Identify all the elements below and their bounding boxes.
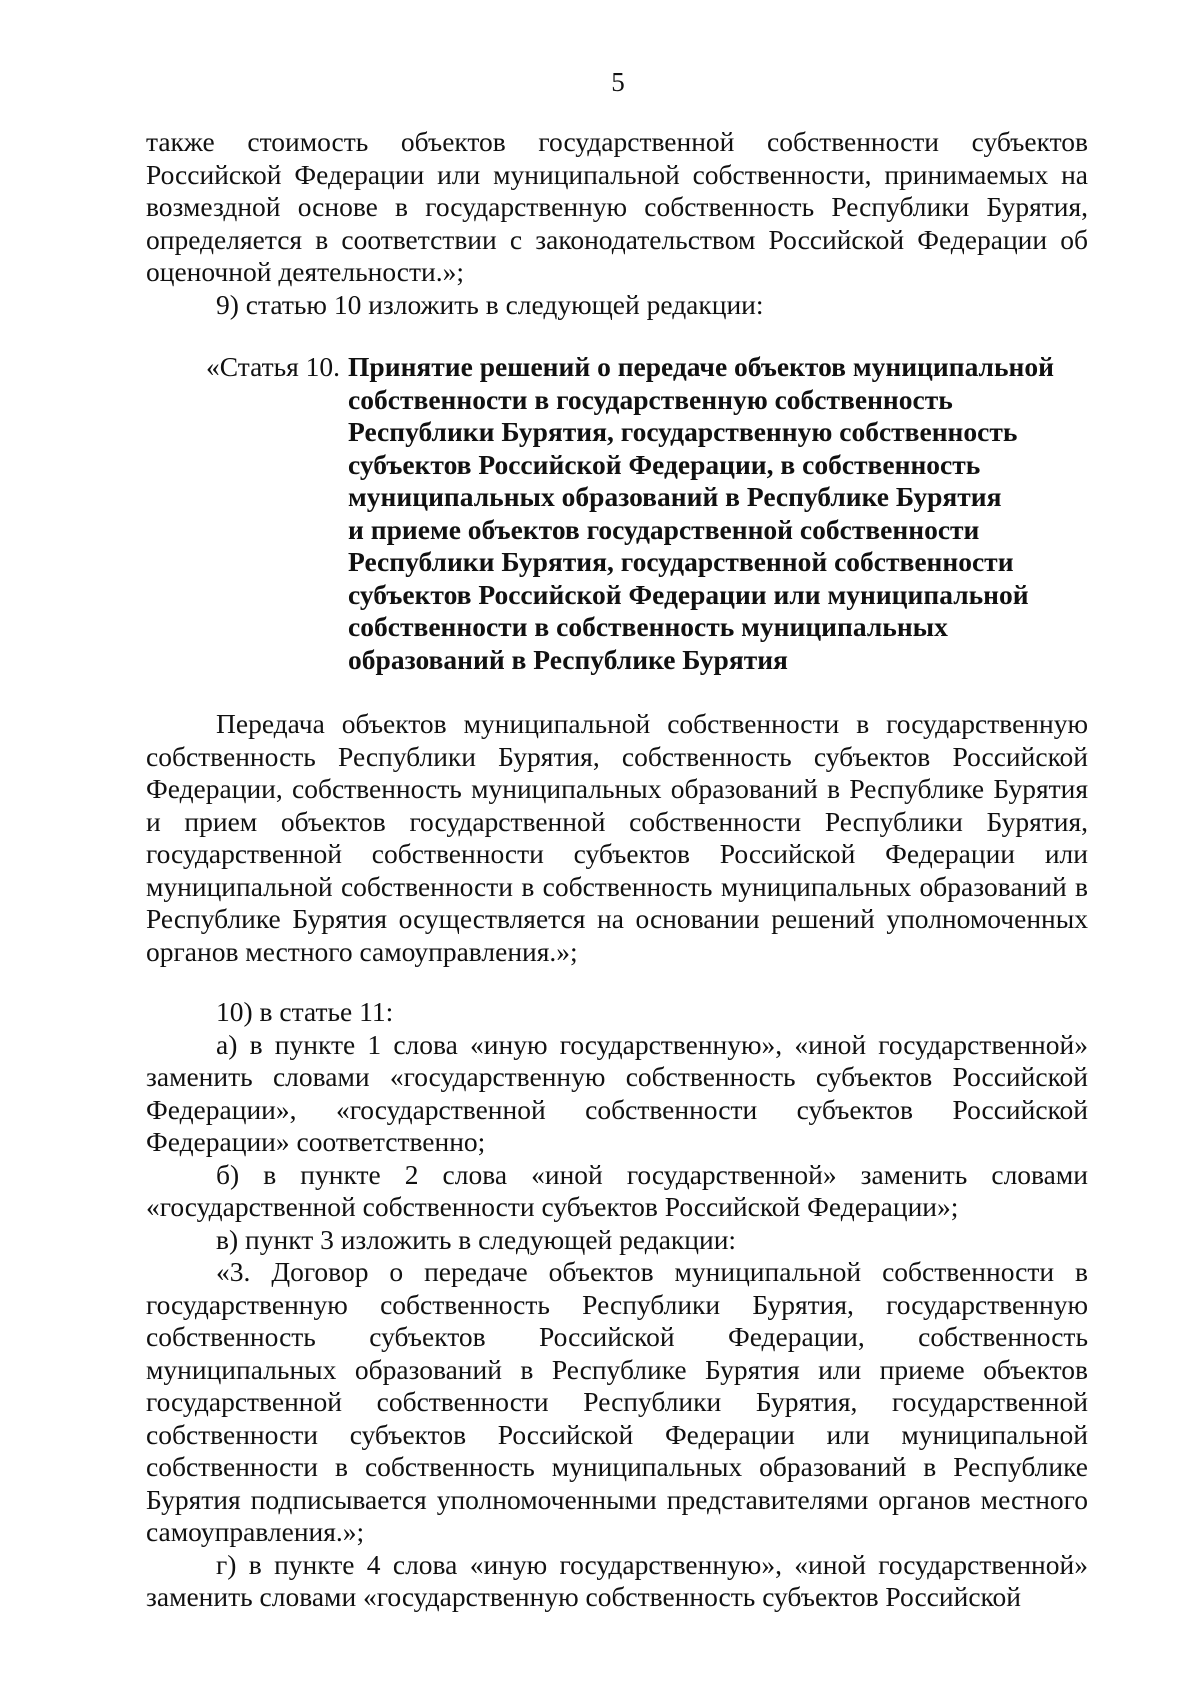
article-title-line: Принятие решений о передаче объектов муниципальной xyxy=(348,351,1054,382)
page-number: 5 xyxy=(611,67,625,97)
paragraph-point-3: «3. Договор о передаче объектов муниципальной собственности в государственную собственность Республики Бурятия, государственную собственность субъектов Российской Федерации, собственность муниципальных образований в Республике Бурятия или приеме объектов государственной собственности Республики Бурятия, государственной собственности субъектов Российской Федерации или муниципальной собственности в собственность муниципальных образований в Республике Бурятия подписывается уполномоченными представителями органов местного самоуправления.»; xyxy=(146,1256,1088,1547)
document-body xyxy=(146,126,1088,1614)
article-10-body: Передача объектов муниципальной собственности в государственную собственность Республики Бурятия, собственность субъектов Российской Федерации, собственность муниципальных образований в Республике Бурятия и прием объектов государственной собственности Республики Бурятия, государственной собственности субъектов Российской Федерации или муниципальной собственности в собственность муниципальных образований в Республике Бурятия осуществляется на основании решений уполномоченных органов местного самоуправления.»; xyxy=(146,708,1088,967)
paragraph-item-10-a: а) в пункте 1 слова «иную государственную», «иной государственной» заменить словами «государственную собственность субъектов Российской Федерации», «государственной собственности субъектов Российской Федерации» соответственно; xyxy=(146,1028,1088,1157)
article-title-line: собственности в государственную собственность xyxy=(348,383,953,415)
article-10-title xyxy=(348,351,1088,676)
article-10-heading xyxy=(146,351,1088,676)
article-title-line: Республики Бурятия, государственной собственности xyxy=(348,546,1014,577)
article-title-line: муниципальных образований в Республике Бурятия xyxy=(348,481,1002,512)
article-title-line: субъектов Российской Федерации или муниципальной xyxy=(348,578,1029,610)
article-title-line: Республики Бурятия, государственную собственность xyxy=(348,416,1018,447)
paragraph-valuation: также стоимость объектов государственной собственности субъектов Российской Федерации или муниципальной собственности, принимаемых на возмездной основе в государственную собственность Республики Бурятия, определяется в соответствии с законодательством Российской Федерации об оценочной деятельности.»; xyxy=(146,126,1088,287)
article-title-line: образований в Республике Бурятия xyxy=(348,643,788,675)
paragraph-item-10-b: б) в пункте 2 слова «иной государственной» заменить словами «государственной собственности субъектов Российской Федерации»; xyxy=(146,1158,1088,1222)
article-10-prefix: «Статья 10. xyxy=(206,351,341,382)
paragraph-item-9: 9) статью 10 изложить в следующей редакции: xyxy=(216,288,764,320)
article-title-line: субъектов Российской Федерации, в собственность xyxy=(348,448,981,480)
paragraph-item-10-g: г) в пункте 4 слова «иную государственную», «иной государственной» заменить словами «государственную собственность субъектов Российской xyxy=(146,1548,1088,1612)
article-title-line: и приеме объектов государственной собственности xyxy=(348,513,980,545)
paragraph-item-10: 10) в статье 11: xyxy=(216,996,394,1027)
article-title-line: собственности в собственность муниципальных xyxy=(348,611,948,642)
paragraph-item-10-v: в) пункт 3 изложить в следующей редакции: xyxy=(216,1223,737,1255)
